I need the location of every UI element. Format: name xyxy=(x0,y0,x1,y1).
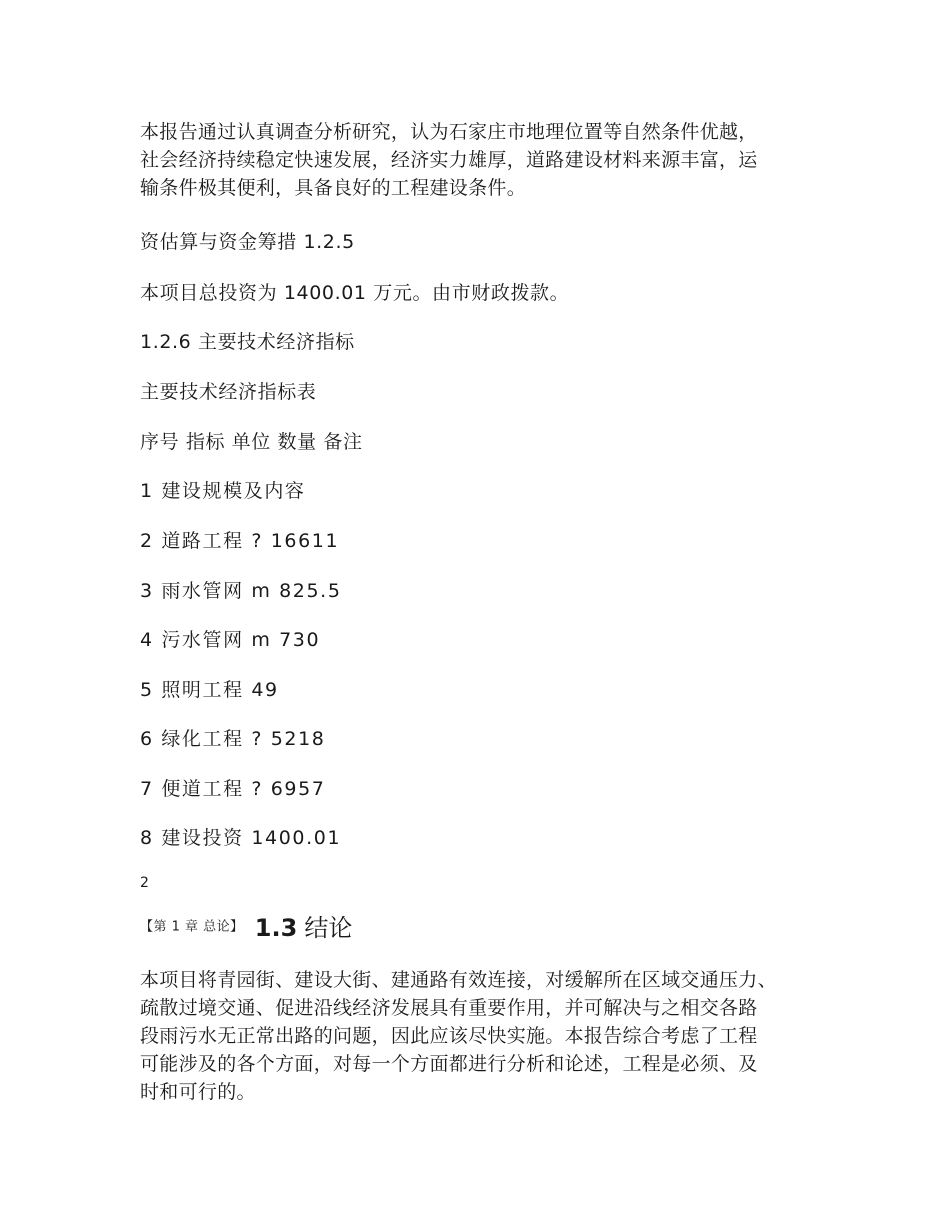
section-title: 结论 xyxy=(304,913,353,942)
table-header-row: 序号 指标 单位 数量 备注 xyxy=(140,431,363,453)
conclusion-line-4: 可能涉及的各个方面，对每一个方面都进行分析和论述，工程是必须、及 xyxy=(140,1053,758,1075)
chapter-label: 【第 1 章 总论】 xyxy=(140,919,244,935)
intro-line-3: 输条件极其便利，具备良好的工程建设条件。 xyxy=(140,177,527,199)
table-row-6: 6 绿化工程 ? 5218 xyxy=(140,728,326,750)
table-row-3: 3 雨水管网 m 825.5 xyxy=(140,580,342,602)
intro-line-1: 本报告通过认真调查分析研究，认为石家庄市地理位置等自然条件优越， xyxy=(140,121,758,143)
table-row-2: 2 道路工程 ? 16611 xyxy=(140,530,340,552)
table-row-7: 7 便道工程 ? 6957 xyxy=(140,778,326,800)
section-1-2-6-heading: 1.2.6 主要技术经济指标 xyxy=(140,331,355,353)
section-number: 1.3 xyxy=(254,913,298,942)
investment-text: 本项目总投资为 1400.01 万元。由市财政拨款。 xyxy=(140,282,570,304)
table-row-1: 1 建设规模及内容 xyxy=(140,480,306,502)
table-row-4: 4 污水管网 m 730 xyxy=(140,629,321,651)
conclusion-line-2: 疏散过境交通、促进沿线经济发展具有重要作用，并可解决与之相交各路 xyxy=(140,997,758,1019)
intro-paragraph xyxy=(140,118,830,202)
table-row-8: 8 建设投资 1400.01 xyxy=(140,827,342,849)
conclusion-line-5: 时和可行的。 xyxy=(140,1081,256,1103)
page-number: 2 xyxy=(140,875,149,891)
conclusion-line-1: 本项目将青园街、建设大街、建通路有效连接，对缓解所在区域交通压力、 xyxy=(140,969,777,991)
conclusion-paragraph xyxy=(140,966,830,1106)
intro-line-2: 社会经济持续稳定快速发展，经济实力雄厚，道路建设材料来源丰富，运 xyxy=(140,149,758,171)
conclusion-line-3: 段雨污水无正常出路的问题，因此应该尽快实施。本报告综合考虑了工程 xyxy=(140,1025,758,1047)
section-heading xyxy=(140,910,352,945)
section-1-2-5-heading: 资估算与资金筹措 1.2.5 xyxy=(140,231,355,253)
table-title: 主要技术经济指标表 xyxy=(140,381,317,403)
table-row-5: 5 照明工程 49 xyxy=(140,679,279,701)
